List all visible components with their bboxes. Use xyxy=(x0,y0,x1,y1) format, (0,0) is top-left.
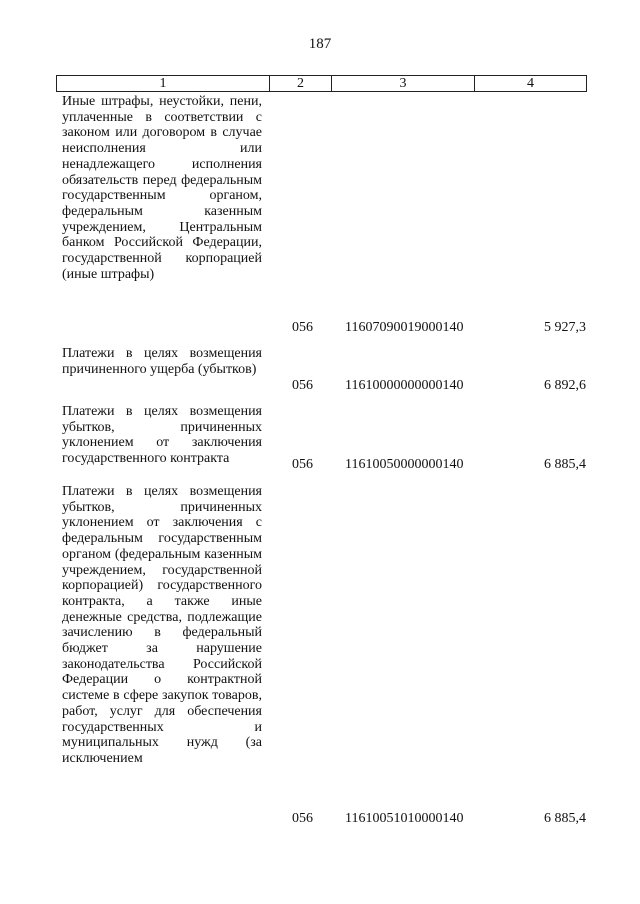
column-header-3: 3 xyxy=(331,76,474,91)
row-description: Иные штрафы, неустойки, пени, уплаченные в соответствии с законом или договором в случае неисполнения или ненадлежащего исполнения обязательств перед федеральным государственным органом, федеральным казенным учреждением, Центральным банком Российской Федерации, государственной корпорацией (иные штрафы) xyxy=(62,94,262,282)
row-kbk: 11610050000000140 xyxy=(345,457,464,472)
row-sum: 5 927,3 xyxy=(544,320,586,335)
row-sum: 6 885,4 xyxy=(544,457,586,472)
row-description: Платежи в целях возмещения убытков, причиненных уклонением от заключения государственного контракта xyxy=(62,404,262,467)
column-header-2: 2 xyxy=(269,76,331,91)
row-description: Платежи в целях возмещения убытков, причиненных уклонением от заключения с федеральным государственным органом (федеральным казенным учреждением, государственной корпорацией) государственного контракта, а также иные денежные средства, подлежащие зачислению в федеральный бюджет за нарушение законодательства Российской Федерации о контрактной системе в сфере закупок товаров, работ, услуг для обеспечения государственных и муниципальных нужд (за исключением xyxy=(62,484,262,766)
row-code: 056 xyxy=(292,457,313,472)
row-code: 056 xyxy=(292,811,313,826)
table-header-row xyxy=(56,75,587,92)
row-kbk: 11610000000000140 xyxy=(345,378,464,393)
column-header-4: 4 xyxy=(474,76,586,91)
row-kbk: 11610051010000140 xyxy=(345,811,464,826)
row-kbk: 11607090019000140 xyxy=(345,320,464,335)
page-number: 187 xyxy=(308,36,332,52)
row-code: 056 xyxy=(292,320,313,335)
row-description: Платежи в целях возмещения причиненного ущерба (убытков) xyxy=(62,346,262,377)
row-code: 056 xyxy=(292,378,313,393)
row-sum: 6 892,6 xyxy=(544,378,586,393)
column-header-1: 1 xyxy=(159,76,167,91)
row-sum: 6 885,4 xyxy=(544,811,586,826)
